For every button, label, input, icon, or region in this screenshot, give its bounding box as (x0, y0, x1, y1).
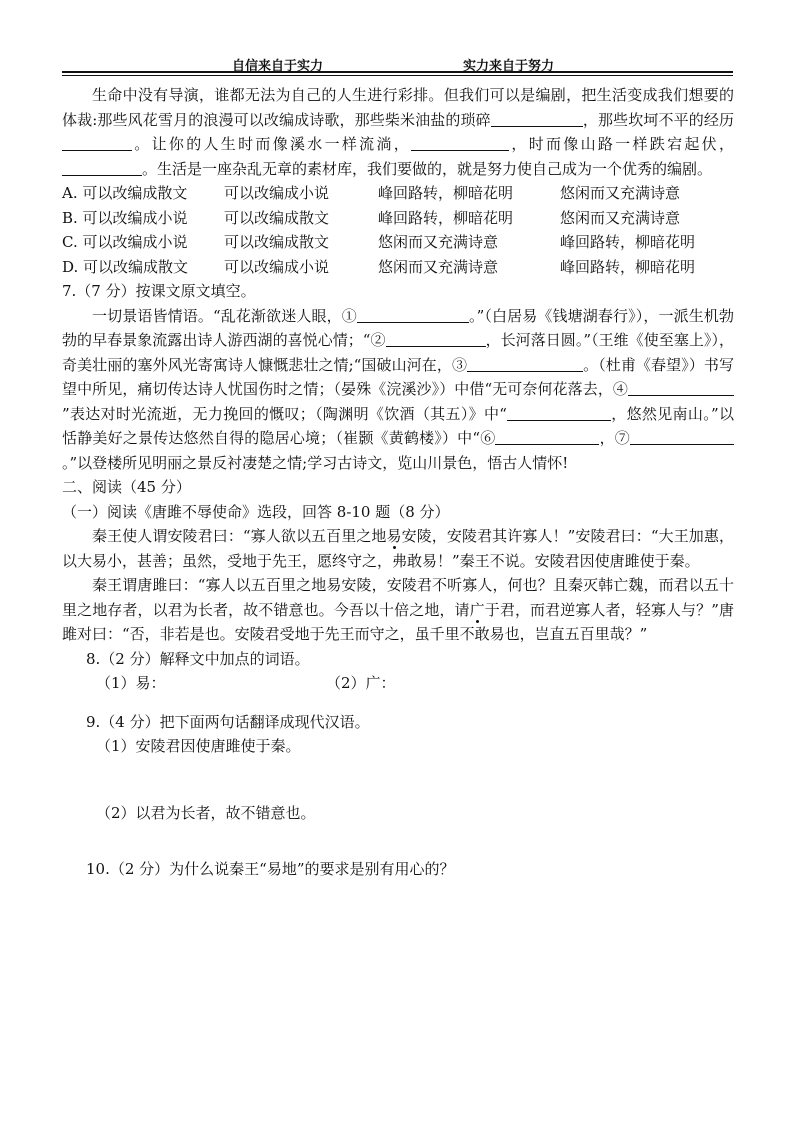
option-d[interactable]: D. 可以改编成散文 可以改编成小说 悠闲而又充满诗意 峰回路转，柳暗花明 (62, 257, 696, 276)
blank[interactable] (628, 379, 734, 396)
page-header (0, 55, 794, 74)
q9-sentence-1[interactable]: （1）安陵君因使唐雎使于秦。 (96, 737, 301, 755)
reading-sub-title: （一）阅读《唐雎不辱使命》选段，回答 8-10 题（8 分） (62, 502, 450, 521)
blank[interactable] (507, 404, 611, 421)
option-c[interactable]: C. 可以改编成小说 可以改编成散文 悠闲而又充满诗意 峰回路转，柳暗花明 (62, 233, 696, 251)
header-rule-thin (62, 75, 733, 76)
blank[interactable] (491, 110, 583, 127)
exam-content (62, 83, 734, 882)
q8-answer-2[interactable]: （2）广： (326, 674, 396, 692)
reading-para-1: 秦王使人谓安陵君曰：“寡人欲以五百里之地易安陵，安陵君其许寡人！”安陵君曰：“大王加惠，以大易小，甚善；虽然，受地于先王，愿终守之，弗敢易！”秦王不说。安陵君因使唐雎使于秦。 (62, 527, 734, 570)
q9-sentence-2[interactable]: （2）以君为长者，故不错意也。 (96, 803, 316, 822)
blank[interactable] (62, 134, 132, 151)
q8-title: 8.（2 分）解释文中加点的词语。 (86, 649, 310, 668)
blank[interactable] (630, 428, 734, 445)
blank[interactable] (386, 330, 486, 347)
q8-answers (62, 671, 734, 696)
header-rule-thick (62, 71, 733, 73)
header-motto-right: 实力来自于努力 (463, 59, 555, 74)
dotted-word: 广 (469, 600, 485, 619)
q8-answer-1[interactable]: （1）易： (96, 674, 166, 692)
blank[interactable] (495, 428, 599, 445)
blank[interactable] (62, 159, 142, 176)
blank[interactable] (411, 134, 509, 151)
q7-title: 7.（7 分）按课文原文填空。 (62, 282, 256, 300)
dotted-word: 易 (386, 527, 402, 545)
header-motto-left: 自信来自于实力 (232, 59, 324, 74)
q9-title: 9.（4 分）把下面两句话翻译成现代汉语。 (86, 712, 370, 731)
reading-section-title: 二、阅读（45 分） (62, 478, 191, 496)
q7-passage: 一切景语皆情语。“乱花渐欲迷人眼，① 。”（白居易《钱塘湖春行》），一派生机勃勃的早春景象流露出诗人游西湖的喜悦心情；“② ，长河落日圆。”（王维《使至塞上》），奇美壮丽的塞外风光寄寓诗人慷慨悲壮之情;“国破山河在，③ 。（杜甫《春望》）书写望中所见，痛切传达诗人忧国伤时之情；（晏殊《浣溪沙》）中借“无可奈何花落去，④”表达对时光流逝，无力挽回的慨叹；（陶渊明《饮酒（其五）》中“ ，悠然见南山。”以恬静美好之景传达悠然自得的隐居心境；（崔颢《黄鹤楼》）中“⑥ ，⑦。”以登楼所见明丽之景反衬凄楚之情;学习古诗文，览山川景色，悟古人情怀! (62, 306, 735, 472)
option-a[interactable]: A. 可以改编成散文 可以改编成小说 峰回路转，柳暗花明 悠闲而又充满诗意 (62, 184, 681, 202)
blank[interactable] (357, 306, 469, 323)
q6-passage: 生命中没有导演，谁都无法为自己的人生进行彩排。但我们可以是编剧，把生活变成我们想要的体裁:那些风花雪月的浪漫可以改编成诗歌，那些柴米油盐的琐碎 ，那些坎坷不平的经历。让你的人生时而像溪水一样流淌， ，时而像山路一样跌宕起伏，。生活是一座杂乱无章的素材库，我们要做的，就是努力使自己成为一个优秀的编剧。 (62, 86, 734, 178)
q6-options (62, 181, 734, 279)
q10-title[interactable]: 10.（2 分）为什么说秦王“易地”的要求是别有用心的？ (86, 860, 455, 878)
blank[interactable] (467, 355, 583, 372)
option-b[interactable]: B. 可以改编成小说 可以改编成散文 峰回路转，柳暗花明 悠闲而又充满诗意 (62, 208, 681, 227)
reading-para-2: 秦王谓唐雎曰：“寡人以五百里之地易安陵，安陵君不听寡人，何也？且秦灭韩亡魏，而君以五十里之地存者，以君为长者，故不错意也。今吾以十倍之地，请广于君，而君逆寡人者，轻寡人与？”唐雎对曰：“否，非若是也。安陵君受地于先王而守之，虽千里不敢易也，岂直五百里哉？” (62, 576, 734, 643)
